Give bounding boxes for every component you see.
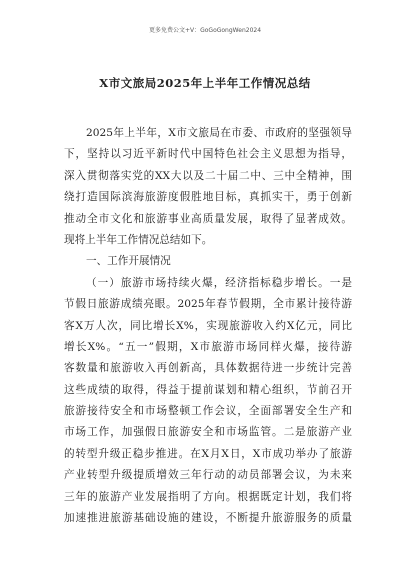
paragraph-line: 产业转型升级提质增效三年行动的动员部署会议，为未来: [64, 469, 352, 482]
paragraph-line: 现将上半年工作情况总结如下。: [64, 233, 213, 246]
paragraph-line: 客X万人次，同比增长X%，实现旅游收入约X亿元，同比: [64, 319, 352, 332]
paragraph-line: 市场工作，加强假日旅游安全和市场监管。二是旅游产业: [64, 426, 352, 439]
paragraph-line: 2025年上半年，X市文旅局在市委、市政府的坚强领导: [86, 127, 352, 139]
document-title: X市文旅局2025年上半年工作情况总结: [99, 76, 311, 90]
paragraph-line: 加速推进旅游基础设施的建设，不断提升旅游服务的质量: [64, 512, 352, 525]
paragraph-line: 节假日旅游成绩亮眼。2025年春节假期，全市累计接待游: [64, 298, 352, 311]
paragraph-line: 深入贯彻落实党的XX大以及二十届二中、三中全精神，围: [64, 169, 352, 182]
paragraph-line: 三年的旅游产业发展指明了方向。根据既定计划，我们将: [64, 490, 352, 503]
document-body: [64, 123, 352, 529]
paragraph-line: 下，坚持以习近平新时代中国特色社会主义思想为指导，: [64, 148, 352, 161]
paragraph-line: 增长X%。“五一”假期，X市旅游市场同样火爆，接待游: [64, 340, 352, 353]
watermark-text: 更多免费公文+V：GoGoGongWen2024: [148, 27, 262, 34]
paragraph-line: 一、工作开展情况: [86, 255, 171, 268]
paragraph-line: 旅游接待安全和市场整顿工作会议，全面部署安全生产和: [64, 405, 352, 418]
paragraph-line: 推动全市文化和旅游事业高质量发展，取得了显著成效。: [64, 212, 352, 225]
paragraph-line: 的转型升级正稳步推进。在X月X日，X市成功举办了旅游: [64, 447, 352, 460]
paragraph-line: 客数量和旅游收入再创新高，具体数据待进一步统计完善: [64, 362, 352, 375]
paragraph-line: 这些成绩的取得，得益于提前谋划和精心组织，节前召开: [64, 383, 352, 396]
paragraph-line: 绕打造国际滨海旅游度假胜地目标，真抓实干，勇于创新: [64, 191, 352, 204]
paragraph-line: （一）旅游市场持续火爆，经济指标稳步增长。一是: [86, 276, 352, 289]
